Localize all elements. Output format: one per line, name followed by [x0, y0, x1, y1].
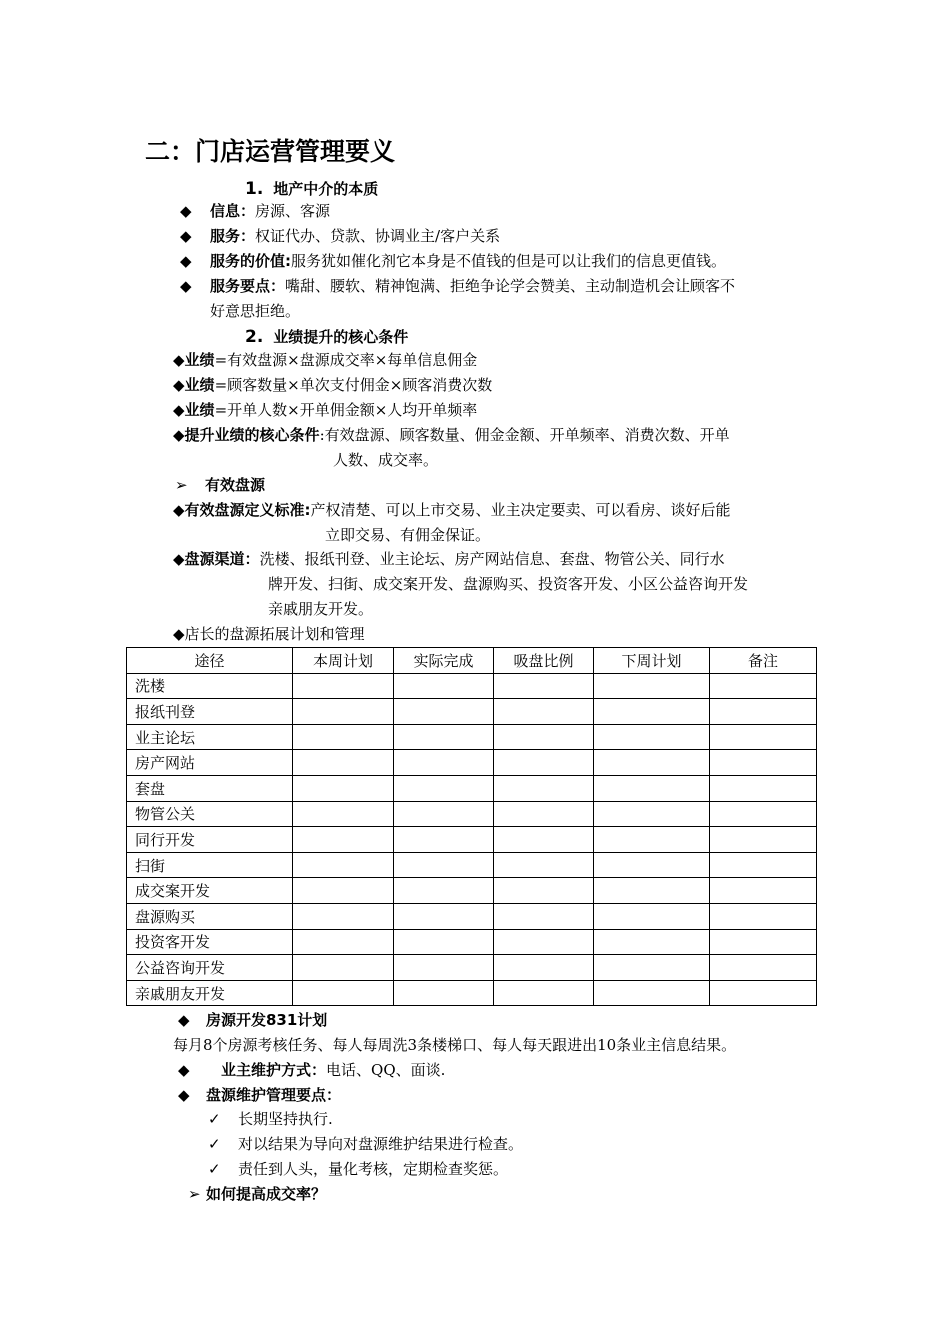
table-row: [127, 673, 817, 699]
definition-line: ◆有效盘源定义标准:产权清楚、可以上市交易、业主决定要卖、可以看房、谈好后能: [173, 501, 731, 519]
plan-831-heading: ◆ 房源开发831计划: [178, 1008, 327, 1033]
table-cell: [293, 955, 394, 981]
diamond-bullet-icon: ◆: [173, 401, 185, 419]
table-cell: [293, 929, 394, 955]
table-cell: [394, 878, 494, 904]
table-cell: [494, 775, 594, 801]
table-cell: [494, 980, 594, 1006]
diamond-bullet-icon: ◆: [180, 202, 192, 220]
diamond-bullet-icon: ◆: [173, 625, 185, 643]
diamond-bullet-icon: ◆: [173, 351, 185, 369]
section-2-number: 2.: [245, 327, 264, 347]
table-cell: [494, 955, 594, 981]
row-label: 亲戚朋友开发: [127, 980, 293, 1006]
table-cell: [293, 724, 394, 750]
plan-831-text: 每月8个房源考核任务、每人每周洗3条楼梯口、每人每天跟进出10条业主信息结果。: [173, 1036, 737, 1054]
list-item: ◆ 服务的价值:服务犹如催化剂它本身是不值钱的但是可以让我们的信息更值钱。: [180, 249, 726, 274]
table-cell: [594, 775, 710, 801]
table-cell: [394, 801, 494, 827]
row-label: 物管公关: [127, 801, 293, 827]
table-cell: [494, 724, 594, 750]
section-2-title: 业绩提升的核心条件: [273, 328, 409, 346]
table-cell: [394, 903, 494, 929]
table-cell: [710, 878, 817, 904]
row-label: 成交案开发: [127, 878, 293, 904]
table-cell: [394, 673, 494, 699]
closing-rate-heading: ➢ 如何提高成交率？: [188, 1182, 326, 1207]
check-icon: ✓: [208, 1135, 221, 1153]
table-cell: [494, 929, 594, 955]
table-cell: [594, 801, 710, 827]
column-header: 本周计划: [293, 648, 394, 674]
section-1-heading: [245, 178, 378, 199]
row-label: 报纸刊登: [127, 699, 293, 725]
diamond-bullet-icon: ◆: [173, 376, 185, 394]
table-cell: [594, 903, 710, 929]
row-label: 房产网站: [127, 750, 293, 776]
table-cell: [710, 903, 817, 929]
table-cell: [594, 852, 710, 878]
table-cell: [293, 980, 394, 1006]
owner-maintenance-line: ◆ 业主维护方式：电话、QQ、面谈.: [178, 1058, 445, 1083]
table-cell: [293, 750, 394, 776]
table-cell: [293, 801, 394, 827]
table-cell: [710, 852, 817, 878]
table-cell: [594, 750, 710, 776]
table-cell: [594, 699, 710, 725]
table-cell: [710, 955, 817, 981]
maintenance-heading: ◆ 盘源维护管理要点：: [178, 1083, 341, 1108]
diamond-bullet-icon: ◆: [173, 501, 185, 519]
column-header: 实际完成: [394, 648, 494, 674]
core-conditions-line: ◆提升业绩的核心条件:有效盘源、顾客数量、佣金金额、开单频率、消费次数、开单: [173, 426, 730, 444]
section-2-heading: [245, 326, 408, 347]
column-header: 下周计划: [594, 648, 710, 674]
diamond-bullet-icon: ◆: [178, 1061, 190, 1079]
row-label: 套盘: [127, 775, 293, 801]
diamond-bullet-icon: ◆: [173, 550, 185, 568]
row-label: 扫街: [127, 852, 293, 878]
check-item: ✓ 责任到人头，量化考核，定期检查奖惩。: [208, 1157, 508, 1182]
table-row: [127, 827, 817, 853]
table-row: [127, 724, 817, 750]
diamond-bullet-icon: ◆: [178, 1011, 190, 1029]
table-cell: [594, 673, 710, 699]
table-cell: [494, 878, 594, 904]
table-row: [127, 699, 817, 725]
check-item: ✓ 对以结果为导向对盘源维护结果进行检查。: [208, 1132, 523, 1157]
table-cell: [710, 775, 817, 801]
table-cell: [394, 750, 494, 776]
arrow-bullet-icon: ➢: [175, 476, 188, 494]
table-cell: [594, 878, 710, 904]
plan-title: ◆店长的盘源拓展计划和管理: [173, 625, 365, 643]
row-label: 洗楼: [127, 673, 293, 699]
diamond-bullet-icon: ◆: [178, 1086, 190, 1104]
list-item: ◆ 服务：权证代办、贷款、协调业主/客户关系: [180, 224, 500, 249]
list-item: ◆ 服务要点：嘴甜、腰软、精神饱满、拒绝争论学会赞美、主动制造机会让顾客不: [180, 274, 735, 299]
table-cell: [494, 750, 594, 776]
table-cell: [710, 724, 817, 750]
table-cell: [293, 775, 394, 801]
page-title: 二：门店运营管理要义: [145, 137, 396, 166]
table-cell: [394, 980, 494, 1006]
table-cell: [594, 929, 710, 955]
arrow-bullet-icon: ➢: [188, 1185, 201, 1203]
table-cell: [710, 980, 817, 1006]
table-cell: [710, 673, 817, 699]
table-cell: [494, 827, 594, 853]
diamond-bullet-icon: ◆: [180, 277, 192, 295]
table-cell: [394, 852, 494, 878]
table-cell: [394, 955, 494, 981]
check-icon: ✓: [208, 1160, 221, 1178]
definition-continuation: 立即交易、有佣金保证。: [325, 526, 491, 544]
check-item: ✓ 长期坚持执行.: [208, 1107, 333, 1132]
table-cell: [293, 673, 394, 699]
list-item-continuation: 好意思拒绝。: [210, 302, 301, 320]
table-cell: [494, 852, 594, 878]
table-cell: [293, 699, 394, 725]
formula-line: ◆业绩=顾客数量×单次支付佣金×顾客消费次数: [173, 376, 493, 394]
table-cell: [394, 699, 494, 725]
column-header: 途径: [127, 648, 293, 674]
core-conditions-continuation: 人数、成交率。: [333, 451, 439, 469]
check-icon: ✓: [208, 1110, 221, 1128]
formula-line: ◆业绩=开单人数×开单佣金额×人均开单频率: [173, 401, 478, 419]
row-label: 盘源购买: [127, 903, 293, 929]
channels-continuation: 牌开发、扫街、成交案开发、盘源购买、投资客开发、小区公益咨询开发: [268, 575, 749, 593]
table-row: [127, 980, 817, 1006]
table-row: [127, 903, 817, 929]
table-cell: [494, 903, 594, 929]
row-label: 公益咨询开发: [127, 955, 293, 981]
diamond-bullet-icon: ◆: [180, 227, 192, 245]
table-cell: [494, 699, 594, 725]
table-cell: [394, 827, 494, 853]
table-cell: [710, 750, 817, 776]
section-1-title: 地产中介的本质: [273, 180, 379, 198]
table-cell: [594, 827, 710, 853]
table-row: [127, 955, 817, 981]
table-row: [127, 929, 817, 955]
table-cell: [494, 801, 594, 827]
table-cell: [594, 955, 710, 981]
row-label: 同行开发: [127, 827, 293, 853]
column-header: 备注: [710, 648, 817, 674]
table-row: [127, 775, 817, 801]
table-cell: [494, 673, 594, 699]
table-row: [127, 750, 817, 776]
row-label: 投资客开发: [127, 929, 293, 955]
table-cell: [293, 878, 394, 904]
table-cell: [594, 980, 710, 1006]
column-header: 吸盘比例: [494, 648, 594, 674]
diamond-bullet-icon: ◆: [180, 252, 192, 270]
table-row: [127, 852, 817, 878]
section-1-number: 1.: [245, 179, 264, 199]
table-cell: [710, 827, 817, 853]
table-cell: [394, 929, 494, 955]
channels-continuation: 亲戚朋友开发。: [268, 600, 374, 618]
table-row: [127, 801, 817, 827]
row-label: 业主论坛: [127, 724, 293, 750]
list-item: ◆ 信息：房源、客源: [180, 199, 330, 224]
table-cell: [710, 699, 817, 725]
diamond-bullet-icon: ◆: [173, 426, 185, 444]
listing-plan-table: [126, 647, 817, 1006]
table-cell: [293, 903, 394, 929]
table-cell: [394, 724, 494, 750]
table-cell: [293, 852, 394, 878]
table-cell: [594, 724, 710, 750]
formula-line: ◆业绩=有效盘源×盘源成交率×每单信息佣金: [173, 351, 478, 369]
table-cell: [710, 801, 817, 827]
table-header-row: [127, 648, 817, 674]
table-cell: [710, 929, 817, 955]
table-row: [127, 878, 817, 904]
channels-line: ◆盘源渠道：洗楼、报纸刊登、业主论坛、房产网站信息、套盘、物管公关、同行水: [173, 550, 725, 568]
table-cell: [293, 827, 394, 853]
table-cell: [394, 775, 494, 801]
effective-listings-heading: ➢ 有效盘源: [175, 473, 265, 498]
